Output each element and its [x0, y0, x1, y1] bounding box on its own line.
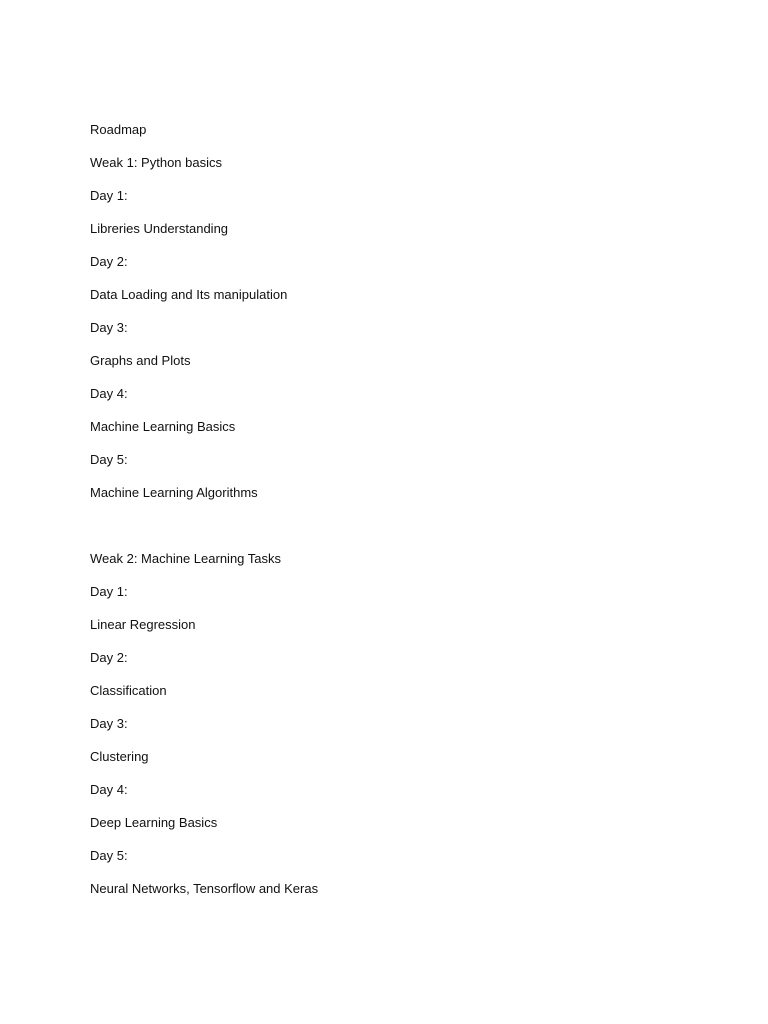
- document-title: Roadmap: [90, 122, 147, 137]
- day-topic: Data Loading and Its manipulation: [90, 287, 288, 302]
- day-label: Day 1:: [90, 584, 128, 599]
- day-topic: Machine Learning Basics: [90, 419, 236, 434]
- day-label: Day 1:: [90, 188, 128, 203]
- day-topic: Clustering: [90, 749, 149, 764]
- week-heading: Weak 2: Machine Learning Tasks: [90, 551, 282, 566]
- day-topic: Classification: [90, 683, 167, 698]
- document-body: [90, 122, 690, 914]
- day-topic: Deep Learning Basics: [90, 815, 218, 830]
- week-heading: Weak 1: Python basics: [90, 155, 222, 170]
- day-topic: Libreries Understanding: [90, 221, 229, 236]
- day-label: Day 2:: [90, 254, 128, 269]
- day-topic: Neural Networks, Tensorflow and Keras: [90, 881, 319, 896]
- day-label: Day 4:: [90, 386, 128, 401]
- paragraph-spacer: [90, 518, 690, 551]
- day-topic: Graphs and Plots: [90, 353, 191, 368]
- day-label: Day 2:: [90, 650, 128, 665]
- day-topic: Machine Learning Algorithms: [90, 485, 258, 500]
- day-topic: Linear Regression: [90, 617, 196, 632]
- day-label: Day 3:: [90, 716, 128, 731]
- day-label: Day 3:: [90, 320, 128, 335]
- day-label: Day 5:: [90, 848, 128, 863]
- day-label: Day 4:: [90, 782, 128, 797]
- day-label: Day 5:: [90, 452, 128, 467]
